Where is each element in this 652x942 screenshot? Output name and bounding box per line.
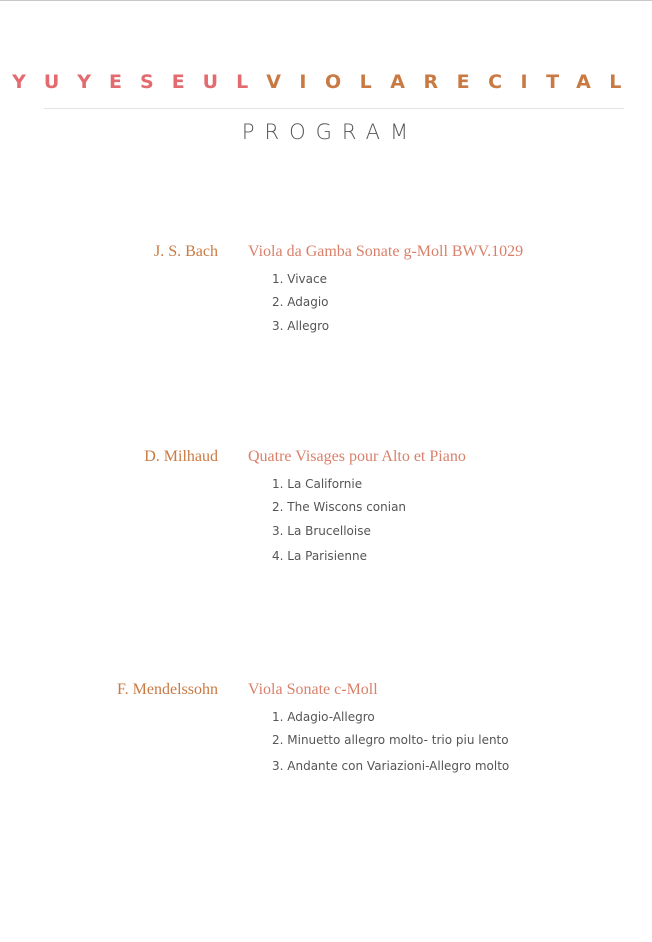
movement-item: 3. Allegro <box>272 318 330 333</box>
top-border <box>0 0 652 1</box>
movement-item: 3. La Brucelloise <box>272 523 371 538</box>
movement-item: 1. Vivace <box>272 272 327 286</box>
work-title: Quatre Visages pour Alto et Piano <box>248 448 466 465</box>
movement-item: 3. Andante con Variazioni-Allegro molto <box>272 758 510 773</box>
recital-title <box>0 69 652 95</box>
movement-item: 1. La Californie <box>272 477 363 491</box>
composer-name: D. Milhaud <box>144 448 218 465</box>
movement-item: 2. Adagio <box>272 295 329 310</box>
movement-item: 2. The Wiscons conian <box>272 500 407 515</box>
work-title: Viola da Gamba Sonate g-Moll BWV.1029 <box>248 243 524 260</box>
composer-name: F. Mendelssohn <box>117 681 218 698</box>
movement-list <box>272 268 329 338</box>
movement-item: 1. Adagio-Allegro <box>272 710 375 724</box>
movement-list <box>272 706 509 778</box>
composer-name: J. S. Bach <box>154 243 218 260</box>
movement-item: 4. La Parisienne <box>272 548 367 563</box>
header-divider <box>44 108 624 109</box>
movement-list <box>272 473 406 568</box>
program-heading: PROGRAM <box>241 120 419 144</box>
movement-item: 2. Minuetto allegro molto- trio piu lento <box>272 733 509 748</box>
recital-title-event: VIOLARECITAL <box>266 71 640 93</box>
work-title: Viola Sonate c-Moll <box>248 681 378 698</box>
recital-title-performer: YUYESEUL <box>12 71 267 93</box>
